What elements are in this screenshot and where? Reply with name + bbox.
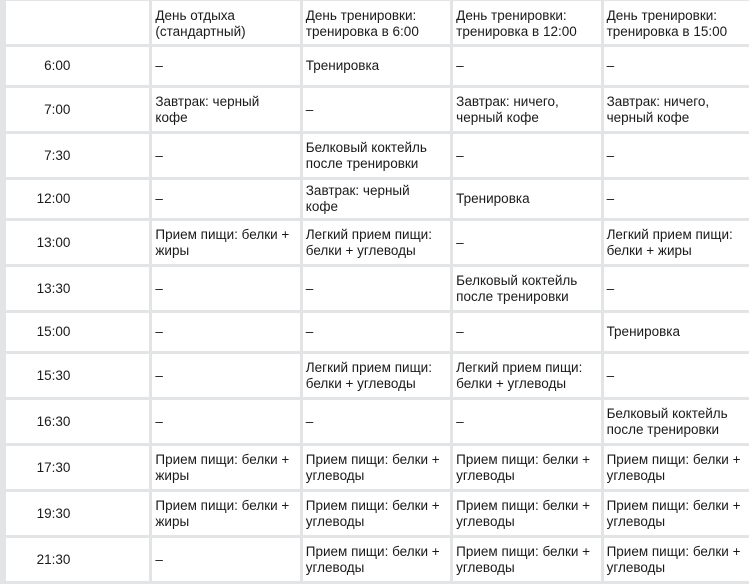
meal-cell: Тренировка (453, 180, 600, 218)
meal-cell: – (453, 47, 600, 85)
meal-cell: Прием пищи: белки + углеводы (303, 538, 450, 581)
meal-cell: Прием пищи: белки + углеводы (604, 446, 749, 489)
meal-cell: – (604, 134, 749, 177)
table-row (6, 221, 749, 264)
meal-cell: – (152, 180, 299, 218)
time-cell: 15:30 (6, 354, 149, 397)
meal-cell: – (152, 538, 299, 581)
meal-cell: Прием пищи: белки + жиры (152, 446, 299, 489)
meal-cell: – (152, 47, 299, 85)
time-cell: 21:30 (6, 538, 149, 581)
meal-cell: Завтрак: ничего, черный кофе (453, 88, 600, 131)
meal-cell: – (303, 313, 450, 351)
meal-cell: Тренировка (303, 47, 450, 85)
meal-cell: Прием пищи: белки + жиры (152, 221, 299, 264)
meal-cell: – (303, 400, 450, 443)
meal-cell: – (604, 180, 749, 218)
time-cell: 7:30 (6, 134, 149, 177)
meal-cell: Прием пищи: белки + углеводы (303, 492, 450, 535)
time-cell: 13:30 (6, 267, 149, 310)
meal-cell: Белковый коктейль после тренировки (604, 400, 749, 443)
meal-cell: Завтрак: ничего, черный кофе (604, 88, 749, 131)
meal-cell: Тренировка (604, 313, 749, 351)
table-row (6, 400, 749, 443)
header-cell-rest-day: День отдыха (стандартный) (152, 1, 299, 44)
meal-cell: Прием пищи: белки + углеводы (604, 538, 749, 581)
header-cell-training-6: День тренировки: тренировка в 6:00 (303, 1, 450, 44)
header-cell-training-15: День тренировки: тренировка в 15:00 (604, 1, 749, 44)
header-row (6, 1, 749, 44)
meal-cell: Прием пищи: белки + углеводы (453, 492, 600, 535)
meal-cell: – (152, 313, 299, 351)
meal-cell: – (303, 88, 450, 131)
time-cell: 6:00 (6, 47, 149, 85)
time-cell: 15:00 (6, 313, 149, 351)
meal-cell: Прием пищи: белки + углеводы (604, 492, 749, 535)
meal-cell: Легкий прием пищи: белки + углеводы (303, 354, 450, 397)
table-row (6, 538, 749, 581)
time-cell: 17:30 (6, 446, 149, 489)
meal-cell: Белковый коктейль после тренировки (303, 134, 450, 177)
meal-cell: Прием пищи: белки + жиры (152, 492, 299, 535)
meal-cell: – (152, 354, 299, 397)
meal-cell: Легкий прием пищи: белки + углеводы (303, 221, 450, 264)
header-cell-time (6, 1, 149, 44)
table-row (6, 88, 749, 131)
table-row (6, 313, 749, 351)
table-row (6, 267, 749, 310)
meal-cell: Завтрак: черный кофе (303, 180, 450, 218)
meal-cell: – (604, 47, 749, 85)
meal-cell: Прием пищи: белки + углеводы (453, 538, 600, 581)
time-cell: 16:30 (6, 400, 149, 443)
meal-cell: Легкий прием пищи: белки + жиры (604, 221, 749, 264)
meal-cell: – (604, 354, 749, 397)
time-cell: 19:30 (6, 492, 149, 535)
meal-cell: – (303, 267, 450, 310)
meal-cell: – (152, 267, 299, 310)
meal-cell: – (453, 221, 600, 264)
meal-cell: – (152, 400, 299, 443)
meal-cell: – (453, 313, 600, 351)
table-row (6, 354, 749, 397)
meal-cell: – (152, 134, 299, 177)
meal-cell: Прием пищи: белки + углеводы (453, 446, 600, 489)
meal-cell: Завтрак: черный кофе (152, 88, 299, 131)
meal-cell: Легкий прием пищи: белки + углеводы (453, 354, 600, 397)
meal-cell: – (453, 134, 600, 177)
time-cell: 7:00 (6, 88, 149, 131)
table-row (6, 47, 749, 85)
table-row (6, 446, 749, 489)
meal-cell: Белковый коктейль после тренировки (453, 267, 600, 310)
table-row (6, 492, 749, 535)
time-cell: 12:00 (6, 180, 149, 218)
meal-schedule-table (3, 0, 749, 584)
time-cell: 13:00 (6, 221, 149, 264)
table-row (6, 134, 749, 177)
meal-cell: – (604, 267, 749, 310)
meal-cell: Прием пищи: белки + углеводы (303, 446, 450, 489)
table-row (6, 180, 749, 218)
schedule-body (6, 47, 749, 581)
meal-cell: – (453, 400, 600, 443)
header-cell-training-12: День тренировки: тренировка в 12:00 (453, 1, 600, 44)
